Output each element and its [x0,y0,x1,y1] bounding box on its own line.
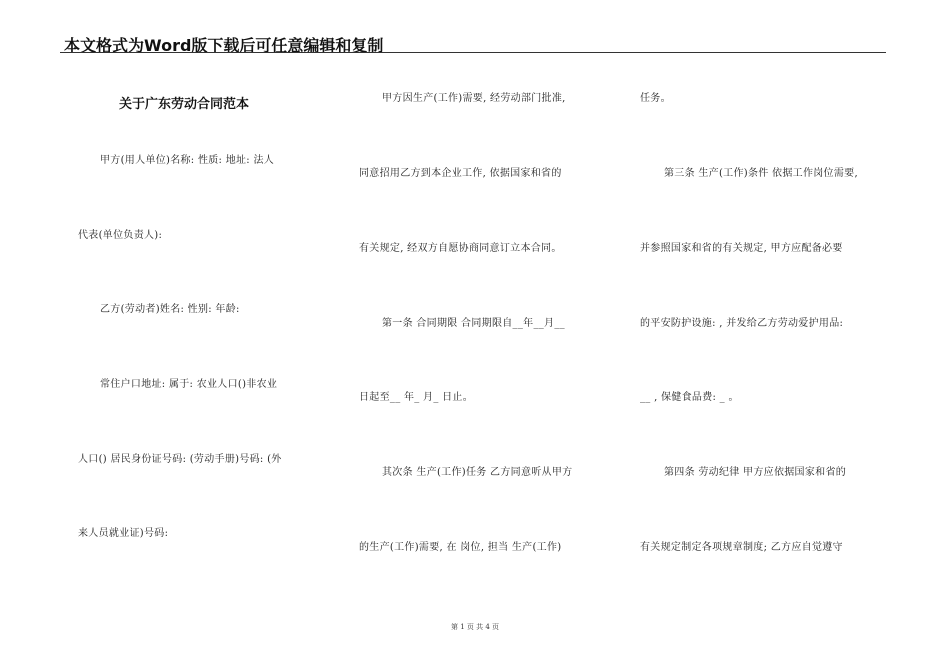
text-line: 甲方因生产(工作)需要, 经劳动部门批准, [382,93,566,104]
text-line: 并参照国家和省的有关规定, 甲方应配备必要 [640,243,843,254]
text-line: 第三条 生产(工作)条件 依据工作岗位需要, [664,168,858,179]
text-line: 同意招用乙方到本企业工作, 依据国家和省的 [359,168,562,179]
text-line: 有关规定, 经双方自愿协商同意订立本合同。 [359,243,562,254]
text-line: 代表(单位负责人): [78,230,163,241]
text-line: 的生产(工作)需要, 在 岗位, 担当 生产(工作) [359,542,562,553]
text-line: __ , 保健食品费: _ 。 [640,392,739,403]
header-title: 本文格式为Word版下载后可任意编辑和复制 [64,36,384,55]
document-title: 关于广东劳动合同范本 [119,97,250,112]
text-line: 乙方(劳动者)姓名: 性别: 年龄: [100,304,240,315]
text-line: 第四条 劳动纪律 甲方应依据国家和省的 [664,467,847,478]
text-line: 人口() 居民身份证号码: (劳动手册)号码: (外 [78,454,282,465]
text-line: 甲方(用人单位)名称: 性质: 地址: 法人 [100,155,275,166]
text-line: 其次条 生产(工作)任务 乙方同意听从甲方 [382,467,573,478]
header-divider [60,52,886,53]
text-line: 任务。 [640,93,671,104]
text-line: 来人员就业证)号码: [78,528,169,539]
text-line: 日起至__ 年_ 月_ 日止。 [359,392,474,403]
text-line: 的平安防护设施: , 并发给乙方劳动爱护用品: [640,318,844,329]
text-line: 有关规定制定各项规章制度; 乙方应自觉遵守 [640,542,843,553]
text-line: 第一条 合同期限 合同期限自__年__月__ [382,318,565,329]
page-number: 第 1 页 共 4 页 [450,623,500,631]
text-line: 常住户口地址: 属于: 农业人口()非农业 [100,379,278,390]
